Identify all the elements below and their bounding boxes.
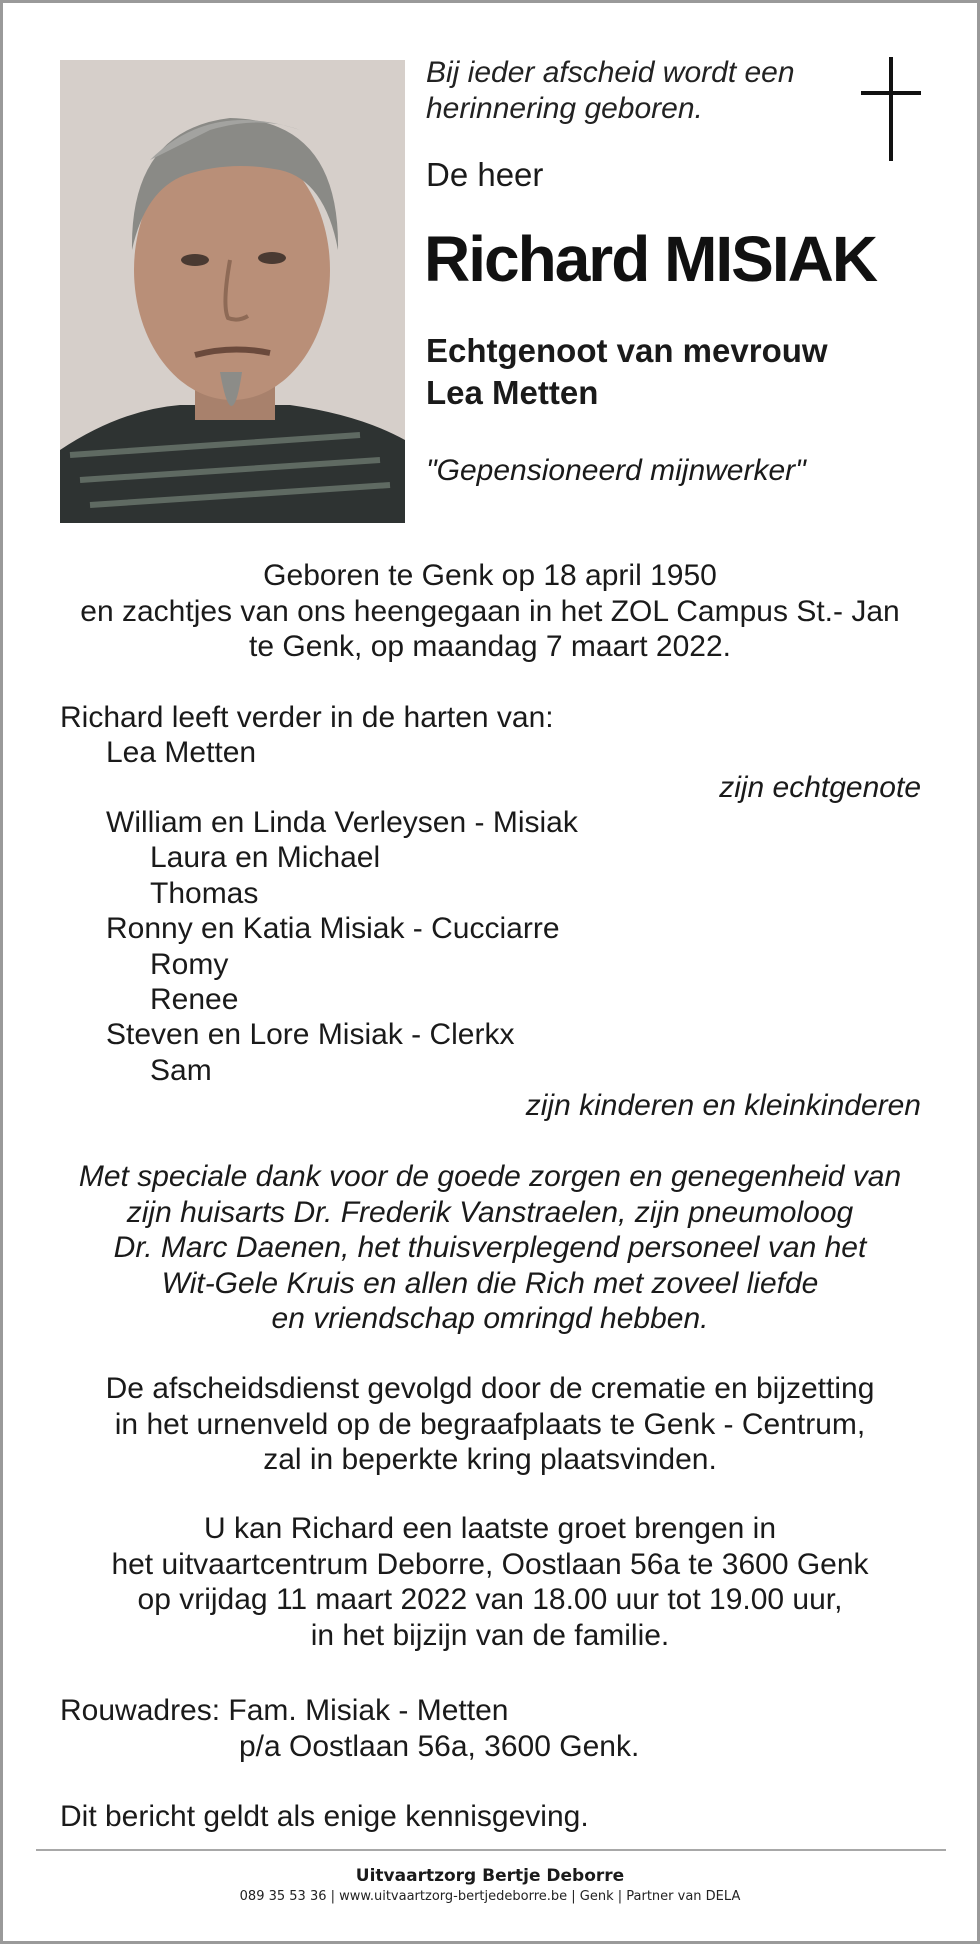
- notice: Dit bericht geldt als enige kennisgeving.: [60, 1800, 589, 1833]
- survivor-grandchild: Romy: [150, 948, 229, 981]
- visit-line: het uitvaartcentrum Deborre, Oostlaan 56a te 3600 Genk: [111, 1547, 869, 1581]
- funeral-home-name: Uitvaartzorg Bertje Deborre: [355, 1866, 625, 1886]
- visitation-paragraph: [3, 1511, 977, 1653]
- thanks-line: zijn huisarts Dr. Frederik Vanstraelen, zijn pneumoloog: [126, 1195, 854, 1229]
- survivor-child: Steven en Lore Misiak - Clerkx: [106, 1018, 515, 1051]
- mourning-address: Rouwadres: Fam. Misiak - Metten: [60, 1694, 509, 1727]
- deceased-name: Richard MISIAK: [424, 223, 877, 295]
- footer-divider: [36, 1849, 946, 1851]
- portrait-photo: [60, 60, 405, 523]
- quote: [426, 55, 846, 127]
- thanks-line: en vriendschap omringd hebben.: [271, 1302, 709, 1335]
- survivor-grandchild: Laura en Michael: [150, 841, 381, 874]
- spouse-info: [426, 330, 828, 414]
- survivor-spouse: Lea Metten: [106, 736, 257, 769]
- ceremony-line: zal in beperkte kring plaatsvinden.: [263, 1443, 717, 1476]
- ceremony-paragraph: [3, 1371, 977, 1478]
- birth-line: en zachtjes van ons heengegaan in het ZOL Campus St.- Jan: [80, 594, 900, 628]
- spouse-role: zijn echtgenote: [719, 771, 921, 804]
- mourning-address-line2: p/a Oostlaan 56a, 3600 Genk.: [239, 1730, 640, 1763]
- cross-icon: [861, 57, 921, 161]
- thanks-paragraph: [3, 1159, 977, 1337]
- survivor-grandchild: Thomas: [150, 877, 259, 910]
- profession: "Gepensioneerd mijnwerker": [426, 454, 806, 487]
- survivor-grandchild: Sam: [150, 1054, 212, 1087]
- survivor-grandchild: Renee: [150, 983, 239, 1016]
- spouse-line: Echtgenoot van mevrouw: [426, 332, 828, 369]
- visit-line: U kan Richard een laatste groet brengen in: [203, 1512, 777, 1545]
- visit-line: in het bijzijn van de familie.: [310, 1618, 670, 1652]
- thanks-line: Met speciale dank voor de goede zorgen en genegenheid van: [78, 1160, 902, 1193]
- birth-line: Geboren te Genk op 18 april 1950: [263, 559, 717, 592]
- quote-line: Bij ieder afscheid wordt een: [426, 56, 795, 89]
- ceremony-line: in het urnenveld op de begraafplaats te Genk - Centrum,: [114, 1407, 866, 1441]
- children-role: zijn kinderen en kleinkinderen: [525, 1089, 921, 1122]
- spouse-line: Lea Metten: [426, 374, 599, 411]
- visit-line: op vrijdag 11 maart 2022 van 18.00 uur tot 19.00 uur,: [137, 1583, 843, 1616]
- birth-line: te Genk, op maandag 7 maart 2022.: [249, 630, 731, 663]
- ceremony-line: De afscheidsdienst gevolgd door de crematie en bijzetting: [105, 1372, 875, 1405]
- birth-death-info: [3, 558, 977, 665]
- survivor-child: William en Linda Verleysen - Misiak: [106, 806, 578, 839]
- quote-line: herinnering geboren.: [426, 92, 703, 125]
- salutation: De heer: [426, 156, 544, 193]
- survivors-intro: Richard leeft verder in de harten van:: [60, 701, 554, 734]
- funeral-home-info: 089 35 53 36 | www.uitvaartzorg-bertjedeborre.be | Genk | Partner van DELA: [239, 1889, 741, 1904]
- thanks-line: Wit-Gele Kruis en allen die Rich met zoveel liefde: [161, 1266, 819, 1300]
- survivor-child: Ronny en Katia Misiak - Cucciarre: [106, 912, 560, 945]
- thanks-line: Dr. Marc Daenen, het thuisverplegend personeel van het: [113, 1231, 867, 1264]
